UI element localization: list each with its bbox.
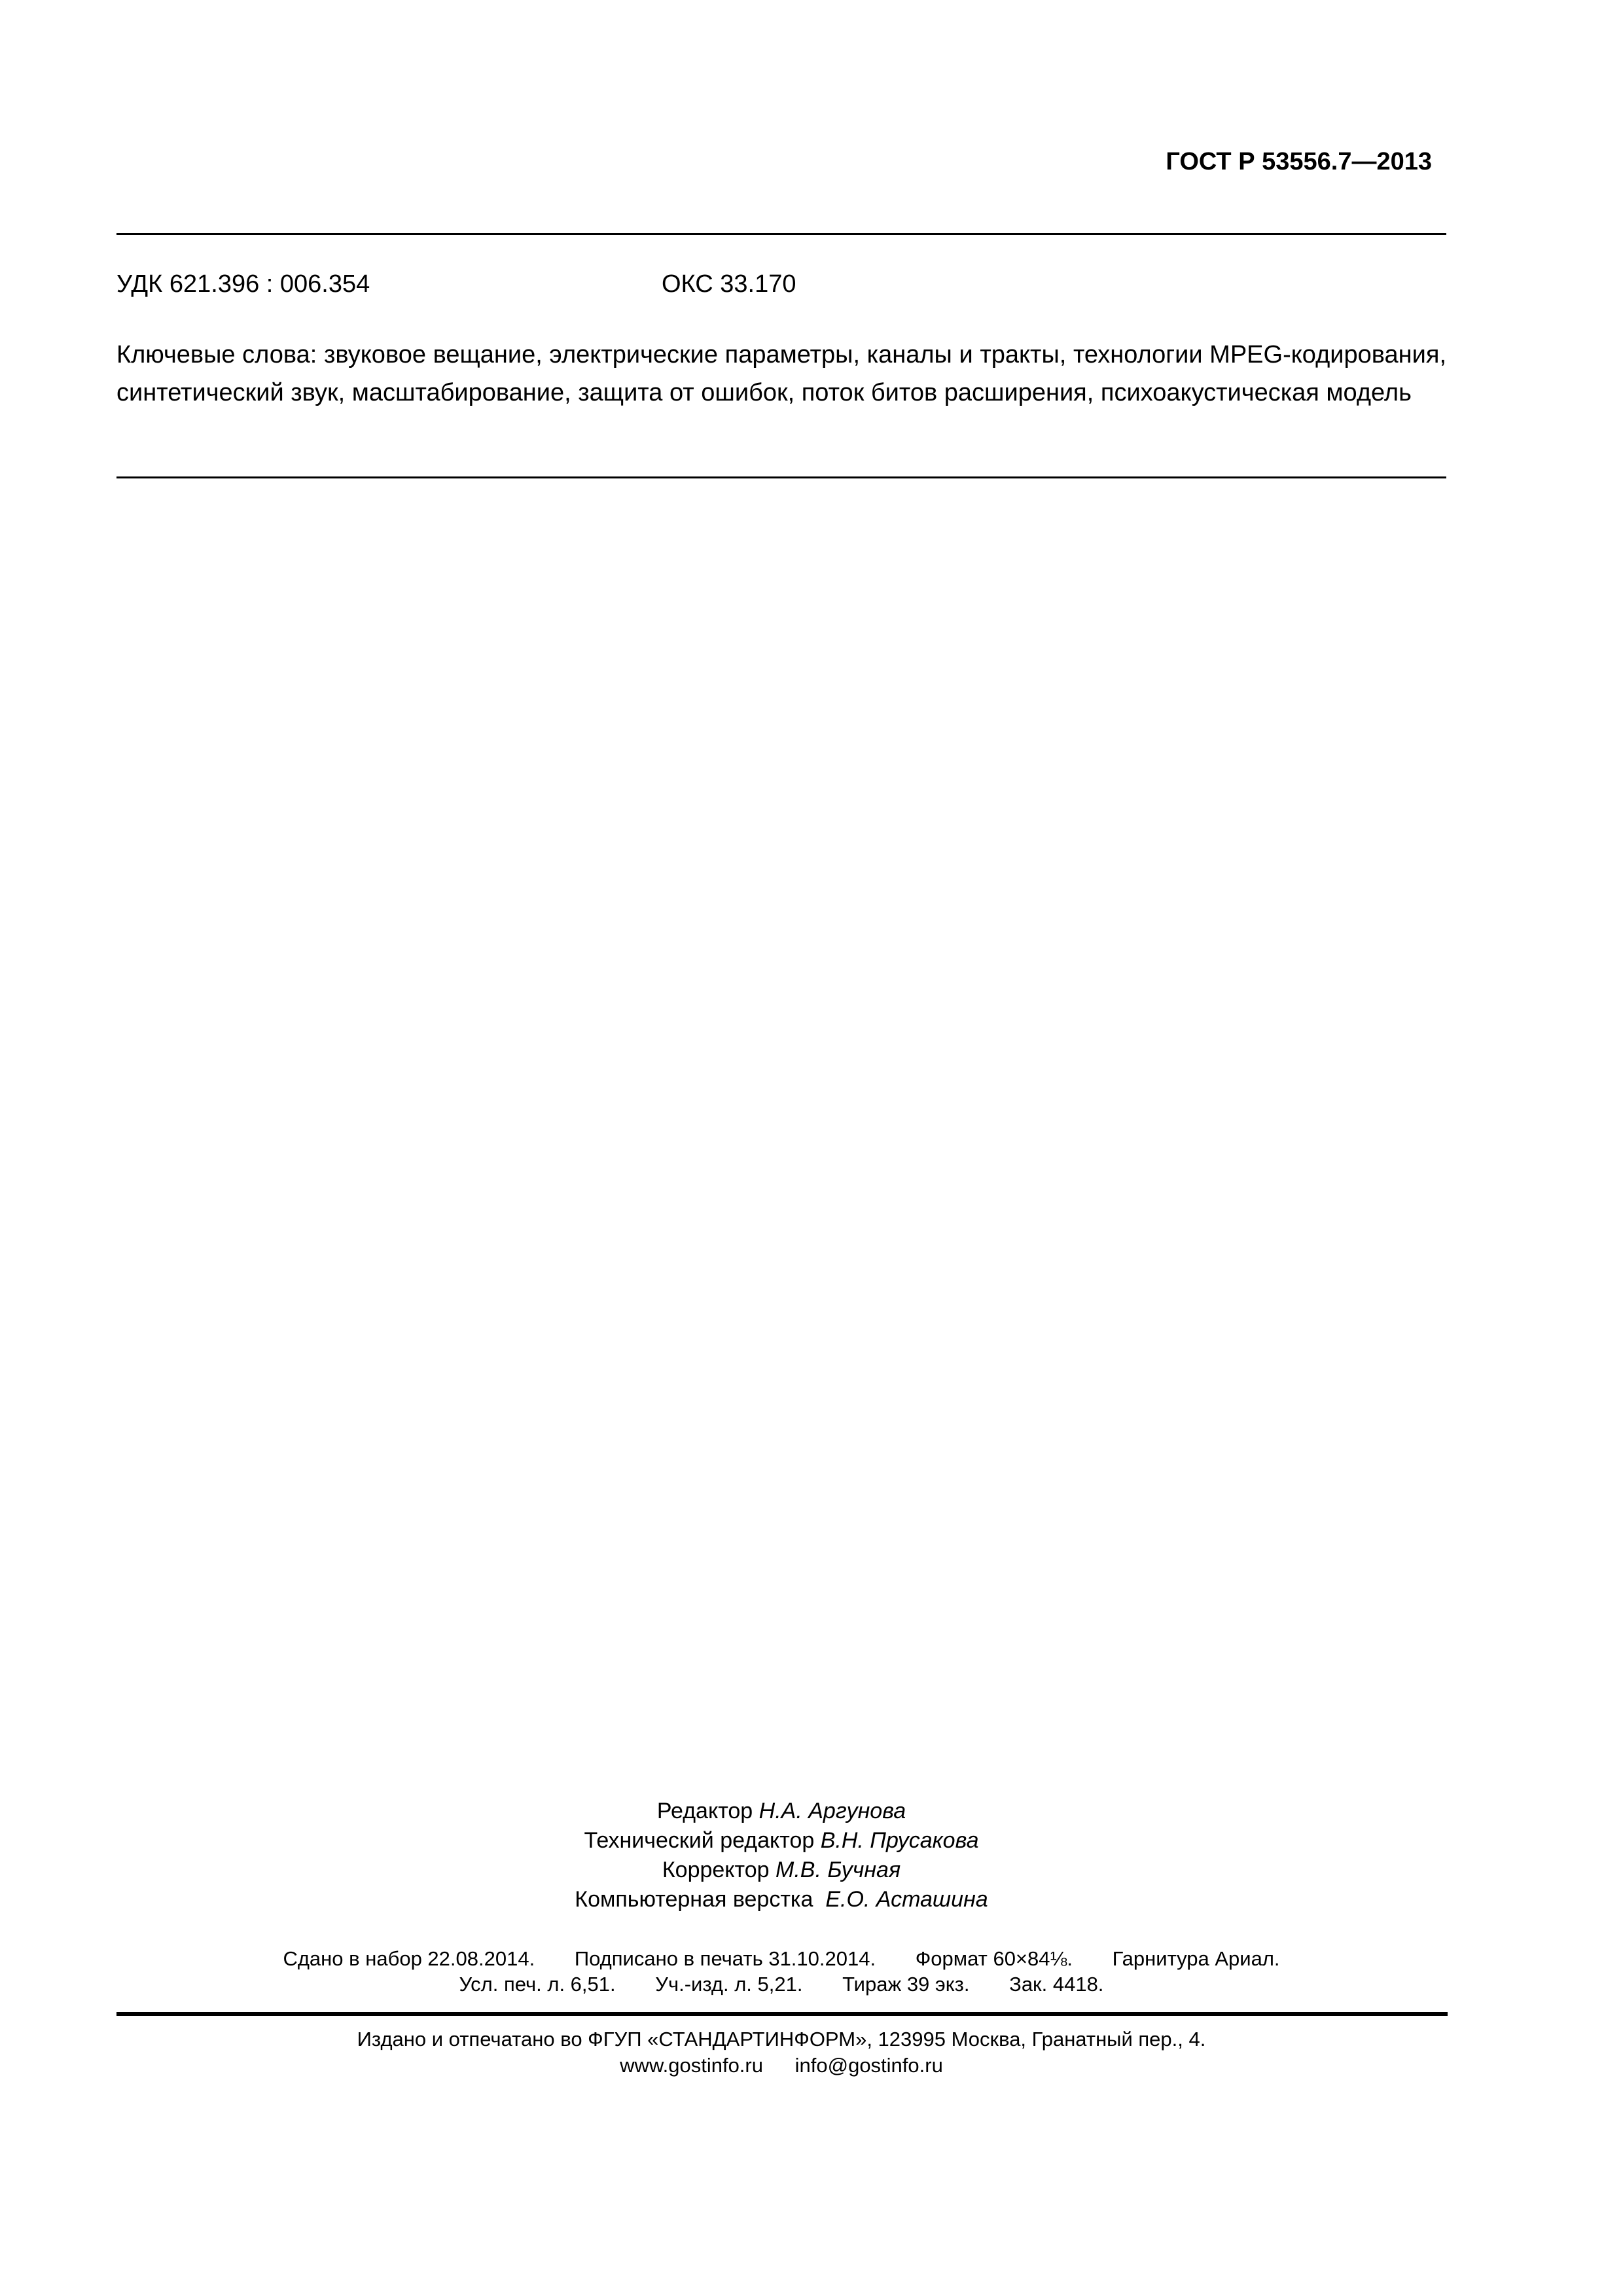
staff-name: В.Н. Прусакова	[820, 1828, 979, 1853]
staff-technical-editor	[116, 1826, 1446, 1856]
staff-editor	[116, 1797, 1446, 1826]
signed-date: Подписано в печать 31.10.2014.	[574, 1947, 876, 1970]
printed-sheets: Усл. печ. л. 6,51.	[459, 1973, 616, 1996]
staff-layout	[116, 1885, 1446, 1914]
oks-code: ОКС 33.170	[662, 270, 796, 298]
staff-role: Технический редактор	[584, 1828, 815, 1853]
print-info-line-2	[116, 1973, 1446, 1996]
staff-corrector	[116, 1856, 1446, 1885]
typeface: Гарнитура Ариал.	[1112, 1947, 1280, 1970]
publisher-sheets: Уч.-изд. л. 5,21.	[655, 1973, 803, 1996]
keywords-paragraph: Ключевые слова: звуковое вещание, электрические параметры, каналы и тракты, технологии MPEG-кодирования, синтетический звук, масштабирование, защита от ошибок, поток битов расширения, психоакустическая модель	[116, 341, 1446, 406]
staff-credits	[116, 1797, 1446, 1914]
order-number: Зак. 4418.	[1009, 1973, 1104, 1996]
staff-name: М.В. Бучная	[776, 1857, 901, 1882]
publisher-website-link[interactable]: www.gostinfo.ru	[620, 2054, 763, 2077]
print-info-line-1	[116, 1947, 1446, 1971]
staff-name: Е.О. Асташина	[825, 1887, 988, 1912]
staff-role: Редактор	[656, 1799, 753, 1823]
publisher-address: Издано и отпечатано во ФГУП «СТАНДАРТИНФОРМ», 123995 Москва, Гранатный пер., 4.	[357, 2028, 1206, 2051]
staff-name: Н.А. Аргунова	[758, 1799, 906, 1823]
staff-role: Компьютерная верстка	[575, 1887, 813, 1912]
paper-format: Формат 60×84⅛.	[915, 1947, 1073, 1970]
standard-code: ГОСТ Р 53556.7—2013	[1166, 148, 1432, 175]
bottom-divider	[116, 2012, 1448, 2016]
publisher-contacts	[116, 2054, 1446, 2077]
middle-divider	[116, 476, 1446, 478]
udk-code: УДК 621.396 : 006.354	[116, 270, 370, 298]
top-divider	[116, 233, 1446, 235]
print-run: Тираж 39 экз.	[842, 1973, 970, 1996]
typeset-date: Сдано в набор 22.08.2014.	[283, 1947, 535, 1970]
publisher-email-link[interactable]: info@gostinfo.ru	[794, 2054, 943, 2077]
staff-role: Корректор	[662, 1857, 770, 1882]
